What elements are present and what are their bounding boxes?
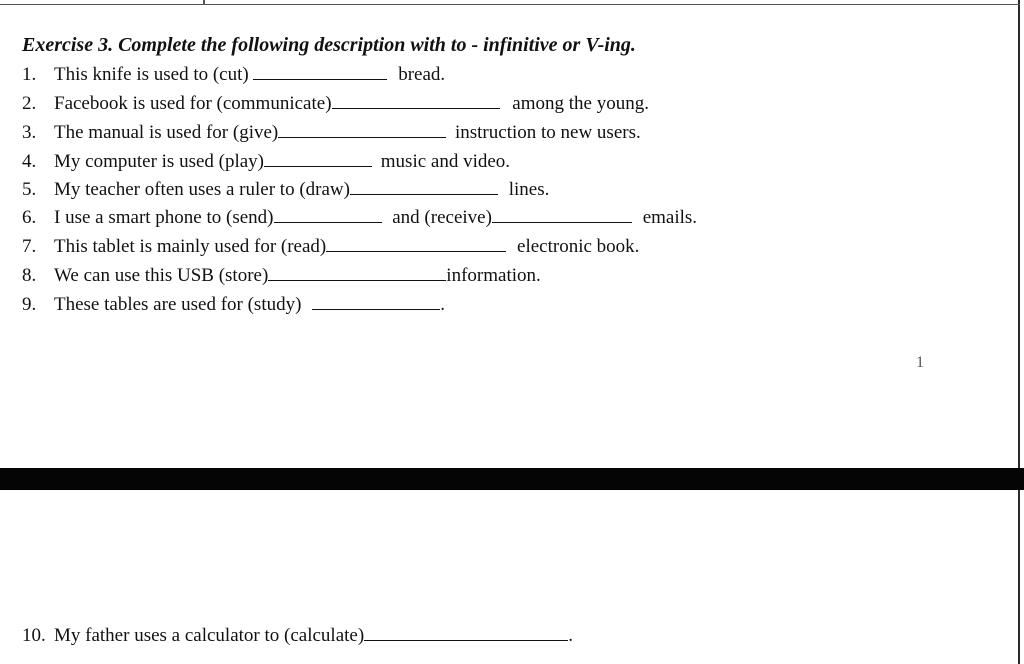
item-number: 5.	[22, 179, 37, 200]
item-number: 7.	[22, 236, 37, 257]
item-text-before: These tables are used for (study)	[54, 294, 307, 315]
answer-blank[interactable]	[278, 121, 446, 138]
answer-blank-receive[interactable]	[492, 206, 632, 223]
item-text-after: electronic book.	[512, 236, 640, 257]
item-text-before: Facebook is used for (communicate)	[54, 93, 332, 114]
item-number: 10.	[22, 625, 46, 646]
item-number: 4.	[22, 151, 37, 172]
item-text-after: lines.	[503, 179, 550, 200]
answer-blank[interactable]	[268, 264, 446, 281]
item-number: 2.	[22, 93, 37, 114]
answer-blank[interactable]	[264, 150, 372, 167]
exercise-item-9	[22, 293, 445, 317]
exercise-item-8	[22, 264, 541, 288]
item-text-after-2: emails.	[637, 207, 698, 228]
answer-blank-send[interactable]	[274, 206, 382, 223]
item-text-after: music and video.	[376, 151, 511, 172]
table-remnant	[0, 0, 1020, 5]
item-text-before: This knife is used to (cut)	[54, 64, 254, 85]
item-text-after: bread.	[393, 64, 446, 85]
item-number: 3.	[22, 122, 37, 143]
page-two	[0, 490, 1020, 664]
answer-blank[interactable]	[364, 624, 568, 641]
item-text-after: and (receive)	[387, 207, 492, 228]
answer-blank[interactable]	[326, 235, 506, 252]
page-number: 1	[916, 354, 924, 371]
item-text-before: We can use this USB (store)	[54, 265, 269, 286]
table-column-divider	[203, 0, 205, 5]
exercise-item-7	[22, 235, 639, 259]
exercise-item-6	[22, 206, 697, 230]
answer-blank[interactable]	[350, 178, 498, 195]
exercise-title: Exercise 3. Complete the following description with to - infinitive or V-ing.	[22, 34, 636, 56]
exercise-item-5	[22, 178, 549, 202]
exercise-item-10	[22, 624, 573, 648]
item-text-before: My father uses a calculator to (calculate)	[54, 625, 365, 646]
item-number: 8.	[22, 265, 37, 286]
item-text-before: The manual is used for (give)	[54, 122, 279, 143]
answer-blank[interactable]	[332, 92, 500, 109]
answer-blank[interactable]	[253, 63, 387, 80]
item-text-after: instruction to new users.	[450, 122, 641, 143]
exercise-item-2	[22, 92, 649, 116]
item-number: 6.	[22, 207, 37, 228]
item-text-after: among the young.	[507, 93, 649, 114]
exercise-item-3	[22, 121, 641, 145]
item-number: 9.	[22, 294, 37, 315]
item-text-before: I use a smart phone to (send)	[54, 207, 274, 228]
answer-blank[interactable]	[312, 293, 440, 310]
page-break-bar	[0, 468, 1024, 490]
item-text-after: .	[568, 625, 573, 646]
item-text-before: This tablet is mainly used for (read)	[54, 236, 327, 257]
item-text-before: My teacher often uses a ruler to (draw)	[54, 179, 350, 200]
item-text-before: My computer is used (play)	[54, 151, 265, 172]
item-number: 1.	[22, 64, 37, 85]
item-text-after: .	[440, 294, 445, 315]
item-text-after: information.	[446, 265, 541, 286]
exercise-item-1	[22, 63, 445, 87]
exercise-item-4	[22, 150, 510, 174]
